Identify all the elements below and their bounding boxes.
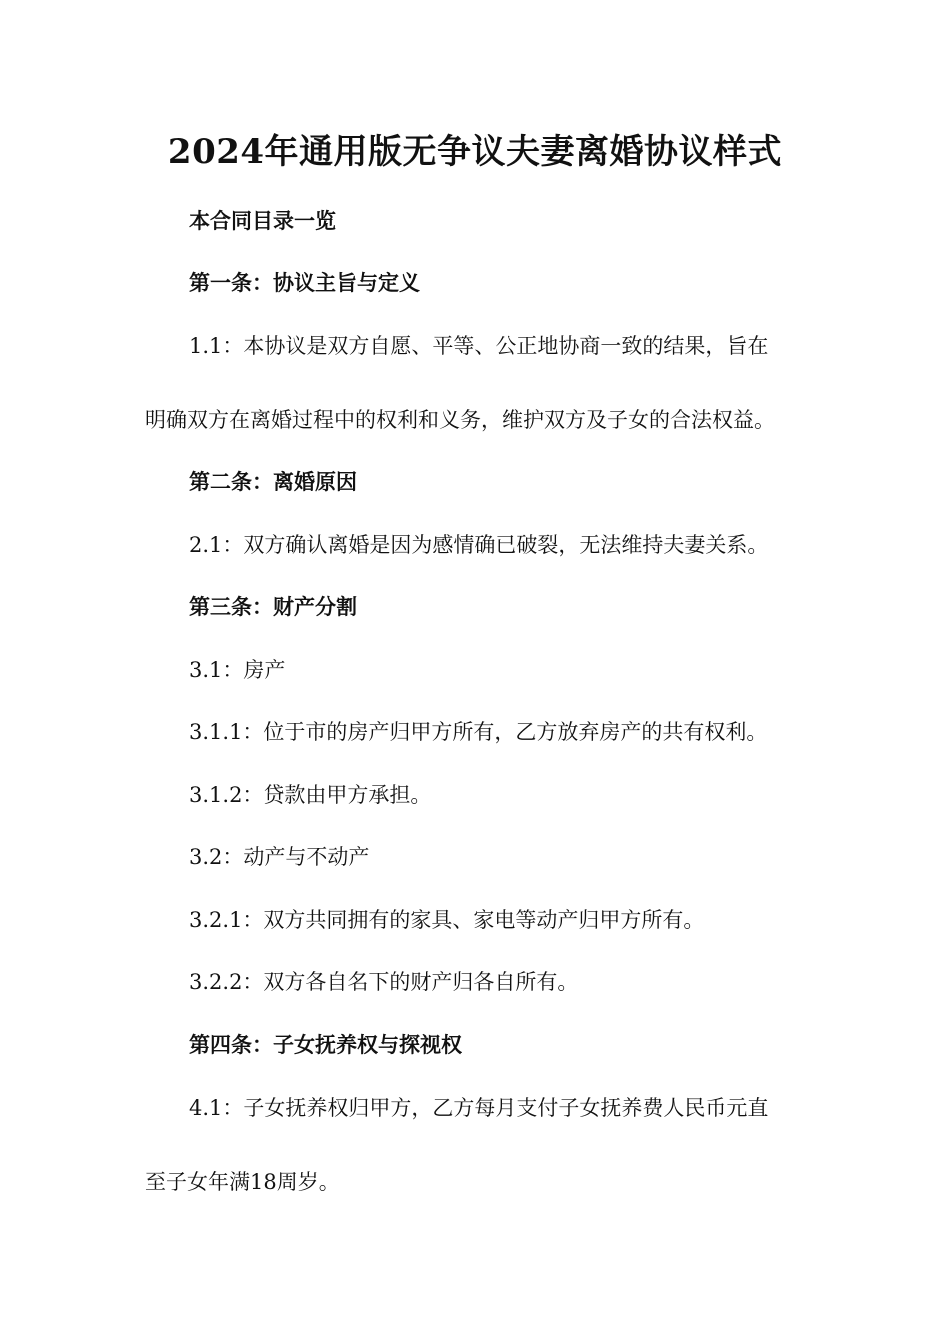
article-3-clause-1-2: 3.1.2：贷款由甲方承担。 [189, 783, 432, 807]
article-3-clause-1-1: 3.1.1：位于市的房产归甲方所有，乙方放弃房产的共有权利。 [189, 720, 768, 744]
article-4-clause-1-line-2: 至子女年满18周岁。 [145, 1170, 340, 1194]
article-2-clause-1: 2.1：双方确认离婚是因为感情确已破裂，无法维持夫妻关系。 [189, 533, 769, 557]
toc-heading: 本合同目录一览 [189, 208, 336, 233]
article-3-clause-2-1: 3.2.1：双方共同拥有的家具、家电等动产归甲方所有。 [189, 908, 705, 932]
article-3-clause-2: 3.2：动产与不动产 [189, 845, 370, 869]
article-4-heading: 第四条：子女抚养权与探视权 [189, 1032, 462, 1057]
article-3-clause-1: 3.1：房产 [189, 658, 286, 682]
document-title: 2024年通用版无争议夫妻离婚协议样式 [167, 132, 783, 172]
article-4-clause-1-line-1: 4.1：子女抚养权归甲方，乙方每月支付子女抚养费人民币元直 [189, 1096, 769, 1120]
article-1-clause-1-line-2: 明确双方在离婚过程中的权利和义务，维护双方及子女的合法权益。 [145, 408, 775, 432]
article-1-clause-1-line-1: 1.1：本协议是双方自愿、平等、公正地协商一致的结果，旨在 [189, 334, 769, 358]
article-3-clause-2-2: 3.2.2：双方各自名下的财产归各自所有。 [189, 970, 579, 994]
article-2-heading: 第二条：离婚原因 [189, 469, 357, 494]
article-3-heading: 第三条：财产分割 [189, 594, 357, 619]
article-1-heading: 第一条：协议主旨与定义 [189, 270, 420, 295]
